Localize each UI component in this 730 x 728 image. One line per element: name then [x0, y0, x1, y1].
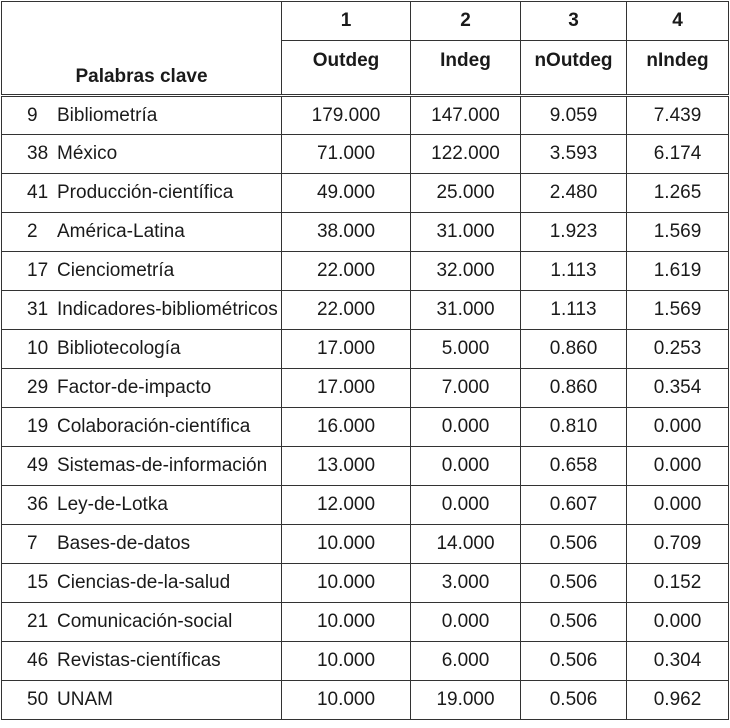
keyword-id: 46 [27, 650, 49, 671]
keyword-id: 10 [27, 338, 49, 359]
cell-keyword [2, 408, 282, 447]
cell-keyword [2, 564, 282, 603]
cell-indeg: 32.000 [411, 252, 521, 291]
column-number-4: 4 [627, 2, 729, 41]
cell-keyword [2, 252, 282, 291]
cell-keyword [2, 330, 282, 369]
cell-nindeg: 1.569 [627, 291, 729, 330]
cell-outdeg: 71.000 [282, 135, 411, 174]
table-row [2, 603, 729, 642]
keyword-label: Cienciometría [57, 260, 175, 281]
keyword-id: 9 [27, 104, 38, 126]
keyword-id: 17 [27, 260, 49, 281]
cell-indeg: 147.000 [411, 96, 521, 135]
cell-outdeg: 10.000 [282, 642, 411, 681]
keyword-label: Colaboración-científica [57, 416, 251, 437]
cell-indeg: 31.000 [411, 291, 521, 330]
cell-outdeg: 10.000 [282, 603, 411, 642]
cell-noutdeg: 9.059 [521, 96, 627, 135]
keyword-label: Producción-científica [57, 182, 234, 203]
cell-keyword [2, 174, 282, 213]
keyword-id: 38 [27, 143, 49, 164]
cell-outdeg: 22.000 [282, 291, 411, 330]
table-row [2, 96, 729, 135]
keyword-column-header: Palabras clave [2, 2, 282, 96]
keyword-label: Comunicación-social [57, 611, 233, 632]
keyword-label: Revistas-científicas [57, 650, 221, 671]
cell-nindeg: 0.000 [627, 603, 729, 642]
cell-noutdeg: 0.607 [521, 486, 627, 525]
keyword-id: 15 [27, 572, 49, 593]
table-header [2, 2, 729, 96]
table-row [2, 369, 729, 408]
column-number-3: 3 [521, 2, 627, 41]
keyword-label: Ciencias-de-la-salud [57, 572, 231, 593]
keyword-id: 29 [27, 377, 49, 398]
keyword-id: 19 [27, 416, 49, 437]
cell-keyword [2, 486, 282, 525]
keyword-label: México [57, 143, 118, 164]
cell-keyword [2, 642, 282, 681]
cell-indeg: 3.000 [411, 564, 521, 603]
table-row [2, 642, 729, 681]
cell-keyword [2, 447, 282, 486]
table-row [2, 174, 729, 213]
keyword-label: Bibliometría [57, 104, 158, 126]
cell-nindeg: 0.304 [627, 642, 729, 681]
cell-noutdeg: 1.113 [521, 252, 627, 291]
keyword-id: 41 [27, 182, 49, 203]
cell-nindeg: 0.354 [627, 369, 729, 408]
cell-outdeg: 17.000 [282, 330, 411, 369]
table-row [2, 213, 729, 252]
table-row [2, 564, 729, 603]
column-number-1: 1 [282, 2, 411, 41]
cell-nindeg: 0.709 [627, 525, 729, 564]
keyword-label: Indicadores-bibliométricos [57, 299, 278, 320]
cell-outdeg: 16.000 [282, 408, 411, 447]
cell-indeg: 0.000 [411, 408, 521, 447]
cell-indeg: 31.000 [411, 213, 521, 252]
cell-indeg: 0.000 [411, 486, 521, 525]
cell-nindeg: 1.569 [627, 213, 729, 252]
cell-nindeg: 1.619 [627, 252, 729, 291]
keyword-id: 21 [27, 611, 49, 632]
cell-indeg: 0.000 [411, 603, 521, 642]
cell-indeg: 25.000 [411, 174, 521, 213]
table-row [2, 525, 729, 564]
cell-indeg: 6.000 [411, 642, 521, 681]
table-row [2, 681, 729, 720]
header-row-numbers [2, 2, 729, 41]
cell-noutdeg: 0.860 [521, 369, 627, 408]
cell-outdeg: 12.000 [282, 486, 411, 525]
cell-nindeg: 0.000 [627, 486, 729, 525]
cell-indeg: 5.000 [411, 330, 521, 369]
cell-indeg: 122.000 [411, 135, 521, 174]
table-row [2, 252, 729, 291]
cell-noutdeg: 2.480 [521, 174, 627, 213]
cell-noutdeg: 0.506 [521, 564, 627, 603]
cell-noutdeg: 3.593 [521, 135, 627, 174]
cell-noutdeg: 1.923 [521, 213, 627, 252]
keyword-label: Bibliotecología [57, 338, 181, 359]
cell-keyword [2, 96, 282, 135]
column-label-indeg: Indeg [411, 41, 521, 96]
cell-indeg: 0.000 [411, 447, 521, 486]
cell-nindeg: 0.000 [627, 447, 729, 486]
table-row [2, 486, 729, 525]
cell-nindeg: 0.962 [627, 681, 729, 720]
cell-keyword [2, 525, 282, 564]
cell-noutdeg: 0.810 [521, 408, 627, 447]
table-row [2, 408, 729, 447]
cell-nindeg: 0.253 [627, 330, 729, 369]
cell-nindeg: 1.265 [627, 174, 729, 213]
keyword-id: 50 [27, 689, 49, 710]
degree-table-container [1, 1, 729, 726]
cell-indeg: 14.000 [411, 525, 521, 564]
column-label-nindeg: nIndeg [627, 41, 729, 96]
keyword-id: 49 [27, 455, 49, 476]
cell-indeg: 7.000 [411, 369, 521, 408]
cell-keyword [2, 681, 282, 720]
keyword-id: 36 [27, 494, 49, 515]
table-row [2, 135, 729, 174]
cell-outdeg: 10.000 [282, 525, 411, 564]
cell-noutdeg: 0.506 [521, 642, 627, 681]
cell-keyword [2, 135, 282, 174]
cell-outdeg: 179.000 [282, 96, 411, 135]
cell-outdeg: 10.000 [282, 564, 411, 603]
cell-noutdeg: 0.506 [521, 525, 627, 564]
cell-noutdeg: 0.658 [521, 447, 627, 486]
table-row [2, 291, 729, 330]
degree-centrality-table [1, 1, 729, 720]
cell-keyword [2, 369, 282, 408]
cell-noutdeg: 0.506 [521, 603, 627, 642]
keyword-label: Ley-de-Lotka [57, 494, 168, 515]
keyword-label: Sistemas-de-información [57, 455, 268, 476]
cell-nindeg: 0.000 [627, 408, 729, 447]
cell-outdeg: 22.000 [282, 252, 411, 291]
cell-nindeg: 7.439 [627, 96, 729, 135]
cell-keyword [2, 603, 282, 642]
cell-nindeg: 0.152 [627, 564, 729, 603]
keyword-label: Factor-de-impacto [57, 377, 212, 398]
cell-outdeg: 10.000 [282, 681, 411, 720]
cell-noutdeg: 0.860 [521, 330, 627, 369]
cell-outdeg: 38.000 [282, 213, 411, 252]
keyword-id: 7 [27, 533, 38, 554]
cell-nindeg: 6.174 [627, 135, 729, 174]
cell-keyword [2, 291, 282, 330]
keyword-label: Bases-de-datos [57, 533, 191, 554]
cell-noutdeg: 1.113 [521, 291, 627, 330]
column-number-2: 2 [411, 2, 521, 41]
table-row [2, 330, 729, 369]
column-label-outdeg: Outdeg [282, 41, 411, 96]
cell-keyword [2, 213, 282, 252]
cell-noutdeg: 0.506 [521, 681, 627, 720]
keyword-label: UNAM [57, 689, 113, 710]
cell-outdeg: 13.000 [282, 447, 411, 486]
cell-outdeg: 49.000 [282, 174, 411, 213]
column-label-noutdeg: nOutdeg [521, 41, 627, 96]
keyword-label: América-Latina [57, 221, 185, 242]
cell-indeg: 19.000 [411, 681, 521, 720]
cell-outdeg: 17.000 [282, 369, 411, 408]
keyword-id: 2 [27, 221, 38, 242]
table-body [2, 96, 729, 720]
table-row [2, 447, 729, 486]
keyword-id: 31 [27, 299, 49, 320]
